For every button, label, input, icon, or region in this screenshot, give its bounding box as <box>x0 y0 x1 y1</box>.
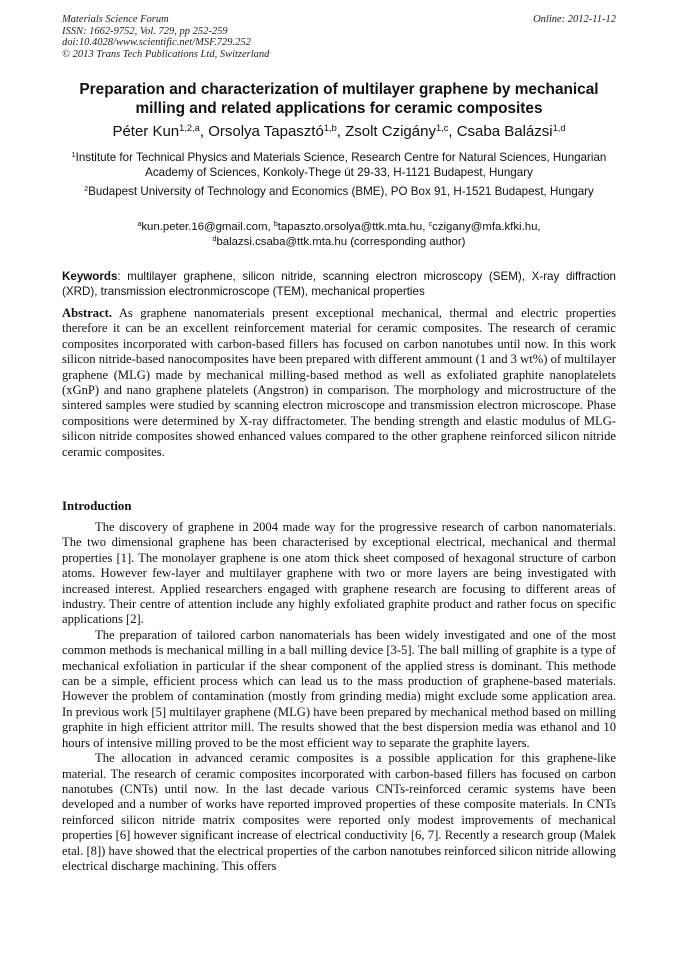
paragraph: The discovery of graphene in 2004 made way for the progressive research of carbon nanomaterials. The two dimensional graphene has been characterised by exceptional electrical, mechanical and thermal properties [1]. The monolayer graphene is one atom thick sheet composed of hexagonal structure of carbon atoms. However few-layer and multilayer graphene with two or more layers are being investigated with increased interest. Applied researchers engaged with graphene research are focusing to different areas of industry. Their centre of attention include any highly exfoliated graphite product and rather focus on specific applications [2]. <box>62 520 616 627</box>
affiliation-1 <box>62 150 616 180</box>
email-mark: d <box>212 236 217 244</box>
affiliation-mark: 2 <box>84 184 89 194</box>
paragraph: The allocation in advanced ceramic composites is a possible application for this graphene-like material. The research of ceramic composites incorporated with carbon-based fillers has focused on carbon nanotubes (CNTs) until now. In the last decade various CNTs-reinforced ceramic systems have been developed and a number of works have reported improved properties of these composite materials. In CNTs reinforced silicon nitride matrix composites were reported only modest improvements of mechanical properties [6] however significant increase of electrical conductivity [6, 7]. Recently a research group (Malek etal. [8]) have showed that the electrical properties of the carbon nanotubes reinforced silicon nitride allowing electrical discharge machining. This offers <box>62 751 616 873</box>
author-name: Csaba Balázsi <box>456 123 553 140</box>
author-affiliation-mark: 1,d <box>552 122 566 133</box>
abstract-label: Abstract. <box>62 306 113 320</box>
author-emails <box>62 220 616 250</box>
online-date: Online: 2012-11-12 <box>533 14 616 25</box>
abstract-block <box>62 306 616 460</box>
keywords-text: : multilayer graphene, silicon nitride, scanning electron microscopy (SEM), X-ray diffraction (XRD), transmission electronmicroscope (TEM), mechanical properties <box>62 270 616 299</box>
journal-doi: doi:10.4028/www.scientific.net/MSF.729.252 <box>62 37 251 48</box>
email-mark: b <box>273 221 278 229</box>
affiliation-text: Institute for Technical Physics and Materials Science, Research Centre for Natural Sciences, Hungarian Academy of Sciences, Konkoly-Thege út 29-33, H-1121 Budapest, Hungary <box>75 151 607 179</box>
affiliation-mark: 1 <box>71 150 76 160</box>
journal-header <box>62 14 616 60</box>
keywords-label: Keywords <box>62 270 118 283</box>
affiliation-2 <box>62 184 616 199</box>
author-separator: , <box>199 123 209 140</box>
author-affiliation-mark: 1,c <box>435 122 449 133</box>
journal-copyright: © 2013 Trans Tech Publications Ltd, Switzerland <box>62 48 270 60</box>
author-separator: , <box>336 123 346 140</box>
affiliation-text: Budapest University of Technology and Economics (BME), PO Box 91, H-1521 Budapest, Hungary <box>88 185 594 198</box>
author-list <box>62 123 616 141</box>
section-heading: Introduction <box>62 499 132 513</box>
introduction-body <box>62 520 616 874</box>
author-separator: , <box>448 123 457 140</box>
email-link[interactable]: kun.peter.16@gmail.com, <box>141 221 274 233</box>
author-name: Orsolya Tapasztó <box>208 123 324 140</box>
email-mark: c <box>428 221 433 229</box>
email-link[interactable]: balazsi.csaba@ttk.mta.hu (corresponding author) <box>216 236 466 248</box>
paragraph: The preparation of tailored carbon nanomaterials has been widely investigated and one of the most common methods is mechanical milling in a ball milling device [3-5]. The ball milling of graphite is a type of mechanical exfoliation in particular if the shear component of the applied stress is dominant. This methode can be a simple, efficient process which can lead us to the mass production of graphene-based materials. However the problem of contamination (mostly from grinding media) might exclude some application area. In previous work [5] multilayer graphene (MLG) have been prepared by mechanical method based on milling graphite in high efficient attritor mill. The results showed that the best dispersion media was ethanol and 10 hours of intensive milling proved to be the most efficient way to separate the graphite layers. <box>62 627 616 750</box>
email-link[interactable]: tapaszto.orsolya@ttk.mta.hu, <box>277 221 429 233</box>
author-name: Péter Kun <box>112 123 180 140</box>
email-link[interactable]: czigany@mfa.kfki.hu, <box>432 221 541 233</box>
journal-issn: ISSN: 1662-9752, Vol. 729, pp 252-259 <box>62 25 228 37</box>
author-name: Zsolt Czigány <box>345 123 436 140</box>
author-affiliation-mark: 1,b <box>323 122 337 133</box>
keywords-block <box>62 269 616 299</box>
journal-name: Materials Science Forum <box>62 14 169 25</box>
author-affiliation-mark: 1,2,a <box>179 122 200 133</box>
abstract-text: As graphene nanomaterials present exceptional mechanical, thermal and electric properties therefore it can be an excellent reinforcement material for ceramic composites. The research of ceramic composites incorporated with carbon-based fillers has focused on carbon nanotubes until now. In this work silicon nitride-based nanocomposites have been prepared with different ammount (1 and 3 wt%) of multilayer graphene (MLG) made by mechanical milling-based method as well as exfoliated graphite nanoplatelets (xGnP) and nano graphene platelets (Angstron) in comparison. The morphology and microstructure of the sintered samples were studied by scanning electron microscope and transmission electron microscope. Phase compositions were determined by X-ray diffractometer. The bending strength and elastic modulus of MLG-silicon nitride composites showed enhanced values compared to the other graphene reinforced silicon nitride ceramic composites. <box>62 306 616 459</box>
paper-title: Preparation and characterization of multilayer graphene by mechanical milling and related applications for ceramic composites <box>79 81 599 117</box>
email-mark: a <box>137 221 142 229</box>
